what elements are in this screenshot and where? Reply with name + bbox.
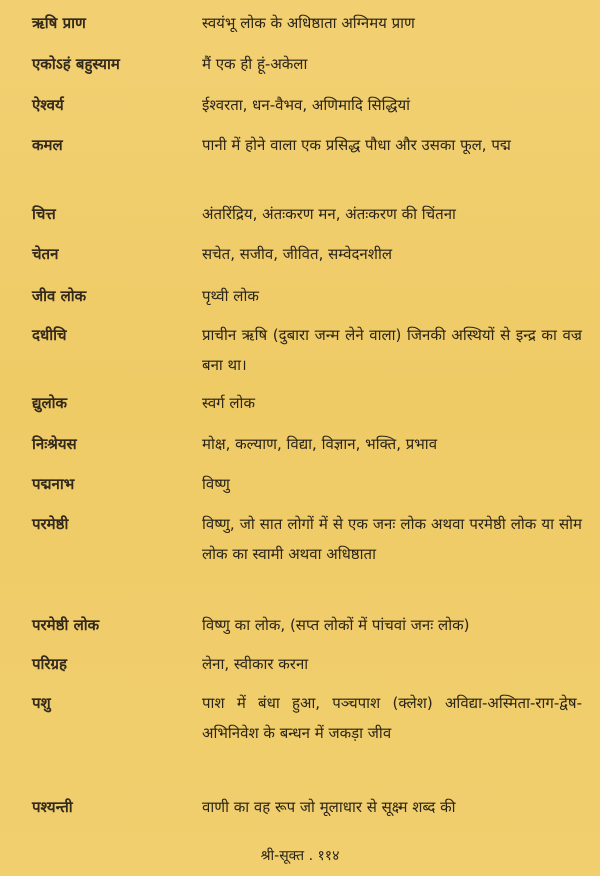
glossary-term: निःश्रेयस <box>32 435 77 453</box>
glossary-meaning: वाणी का वह रूप जो मूलाधार से सूक्ष्म शब्द की <box>202 798 456 816</box>
glossary-term: परमेष्ठी लोक <box>32 616 100 634</box>
glossary-meaning: प्राचीन ऋषि (दुबारा जन्म लेने वाला) जिनकी अस्थियों से इन्द्र का वज्र बना था। <box>202 326 582 374</box>
glossary-meaning: पृथ्वी लोक <box>202 287 259 305</box>
glossary-term: पश्यन्ती <box>32 798 73 816</box>
glossary-meaning: मैं एक ही हूं-अकेला <box>202 55 308 73</box>
glossary-meaning: सचेत, सजीव, जीवित, सम्वेदनशील <box>202 245 393 263</box>
page-footer: श्री-सूक्त . ११४ <box>260 848 340 864</box>
glossary-meaning: ईश्वरता, धन-वैभव, अणिमादि सिद्धियां <box>202 96 411 114</box>
glossary-term: कमल <box>32 136 63 154</box>
glossary-meaning: मोक्ष, कल्याण, विद्या, विज्ञान, भक्ति, प्रभाव <box>202 435 438 453</box>
glossary-meaning: पाश में बंधा हुआ, पञ्चपाश (क्लेश) अविद्या-अस्मिता-राग-द्वेष- अभिनिवेश के बन्धन में जकड़ा जीव <box>202 694 582 742</box>
glossary-meaning: स्वर्ग लोक <box>202 394 255 412</box>
glossary-term: एकोऽहं बहुस्याम <box>32 55 120 73</box>
glossary-meaning: लेना, स्वीकार करना <box>202 655 309 673</box>
glossary-term: ऐश्वर्य <box>32 96 64 114</box>
glossary-term: ऋषि प्राण <box>32 14 86 32</box>
glossary-term: पद्मनाभ <box>32 475 75 493</box>
glossary-meaning: विष्णु, जो सात लोगों में से एक जनः लोक अथवा परमेष्ठी लोक या सोम लोक का स्वामी अथवा अधिष्ठाता <box>202 515 582 563</box>
glossary-meaning: स्वयंभू लोक के अधिष्ठाता अग्निमय प्राण <box>202 14 415 32</box>
glossary-term: द्युलोक <box>32 394 68 412</box>
glossary-term: जीव लोक <box>32 287 87 305</box>
glossary-meaning: अंतरिंद्रिय, अंतःकरण मन, अंतःकरण की चिंतना <box>202 205 456 223</box>
glossary-term: परिग्रह <box>32 655 67 673</box>
glossary-term: चेतन <box>32 245 59 263</box>
glossary-term: परमेष्ठी <box>32 515 69 533</box>
glossary-meaning: पानी में होने वाला एक प्रसिद्ध पौधा और उसका फूल, पद्म <box>202 136 511 154</box>
glossary-term: पशु <box>32 694 51 712</box>
glossary-meaning: विष्णु <box>202 475 230 493</box>
glossary-meaning: विष्णु का लोक, (सप्त लोकों में पांचवां जनः लोक) <box>202 616 470 634</box>
glossary-term: चित्त <box>32 205 56 223</box>
glossary-term: दधीचि <box>32 326 67 344</box>
